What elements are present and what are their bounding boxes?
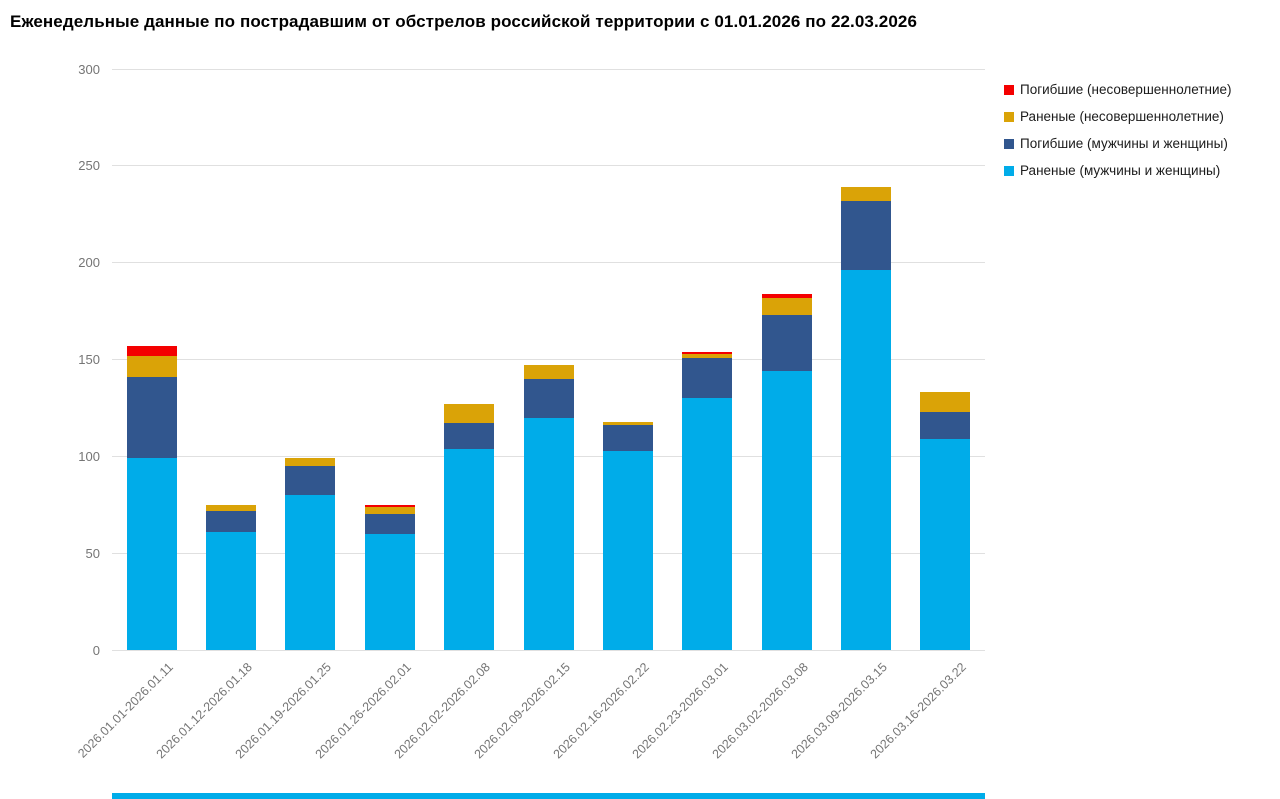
bar-segment-series0-week4[interactable] [444,449,494,650]
bar-segment-series1-week10[interactable] [920,412,970,439]
bar-stack-2026.02.23-2026.03.01[interactable] [682,352,732,650]
bar-segment-series3-week0[interactable] [127,346,177,356]
legend-swatch-icon [1004,139,1014,149]
legend-item-series3[interactable] [1004,80,1232,99]
bar-segment-series2-week4[interactable] [444,404,494,423]
bar-segment-series2-week10[interactable] [920,392,970,411]
bar-segment-series1-week5[interactable] [524,379,574,418]
bar-segment-series0-week8[interactable] [762,371,812,650]
y-tick-label: 50 [85,545,100,561]
x-tick-label: 2026.01.12-2026.01.18 [153,660,255,762]
x-tick-label: 2026.02.16-2026.02.22 [550,660,652,762]
bar-segment-series1-week1[interactable] [206,511,256,532]
x-tick-label: 2026.03.02-2026.03.08 [709,660,811,762]
gridline-y250 [112,165,985,166]
x-tick-label: 2026.03.09-2026.03.15 [788,660,890,762]
legend-label: Раненые (несовершеннолетние) [1020,109,1224,124]
bar-segment-series0-week9[interactable] [841,270,891,650]
y-tick-label: 150 [78,352,100,367]
y-tick-label: 250 [78,158,100,174]
bottom-partial-bar [112,793,985,799]
bar-segment-series0-week3[interactable] [365,534,415,650]
bar-stack-2026.03.09-2026.03.15[interactable] [841,187,891,650]
bar-stack-2026.02.16-2026.02.22[interactable] [603,422,653,651]
bar-segment-series0-week6[interactable] [603,451,653,650]
legend-swatch-icon [1004,112,1014,122]
gridline-y300 [112,69,985,70]
legend-label: Погибшие (несовершеннолетние) [1020,82,1232,97]
bar-stack-2026.01.01-2026.01.11[interactable] [127,346,177,650]
legend-swatch-icon [1004,85,1014,95]
bar-segment-series0-week7[interactable] [682,398,732,650]
bar-segment-series1-week7[interactable] [682,358,732,399]
bar-segment-series1-week9[interactable] [841,201,891,271]
bar-segment-series2-week5[interactable] [524,365,574,379]
bar-segment-series0-week0[interactable] [127,458,177,650]
x-tick-label: 2026.02.23-2026.03.01 [629,660,732,762]
bar-segment-series1-week4[interactable] [444,423,494,448]
legend-item-series2[interactable] [1004,107,1232,126]
x-tick-label: 2026.02.02-2026.02.08 [391,660,494,762]
x-tick-label: 2026.02.09-2026.02.15 [471,660,573,762]
bar-segment-series1-week2[interactable] [285,466,335,495]
x-tick-label: 2026.01.19-2026.01.25 [232,660,335,762]
legend-item-series0[interactable] [1004,161,1232,180]
y-tick-label: 300 [78,61,100,77]
legend-item-series1[interactable] [1004,134,1232,153]
bar-stack-2026.01.26-2026.02.01[interactable] [365,505,415,650]
bar-segment-series2-week2[interactable] [285,458,335,466]
legend-label: Погибшие (мужчины и женщины) [1020,136,1228,151]
chart-title: Еженедельные данные по пострадавшим от обстрелов российской территории с 01.01.2026 по 22.03.2026 [10,12,918,31]
bar-stack-2026.03.02-2026.03.08[interactable] [762,294,812,650]
bar-segment-series1-week0[interactable] [127,377,177,458]
bar-segment-series2-week0[interactable] [127,356,177,377]
y-tick-label: 0 [92,642,100,658]
y-tick-label: 200 [78,255,100,271]
bar-segment-series2-week9[interactable] [841,187,891,201]
bar-segment-series2-week8[interactable] [762,298,812,315]
bar-segment-series0-week1[interactable] [206,532,256,650]
x-tick-label: 2026.01.01-2026.01.11 [74,660,176,761]
bar-stack-2026.03.16-2026.03.22[interactable] [920,392,970,650]
chart-legend [1004,80,1232,188]
bar-stack-2026.01.19-2026.01.25[interactable] [285,458,335,650]
bar-segment-series0-week5[interactable] [524,418,574,650]
x-tick-label: 2026.03.16-2026.03.22 [867,660,970,762]
legend-label: Раненые (мужчины и женщины) [1020,163,1221,178]
bar-stack-2026.02.09-2026.02.15[interactable] [524,365,574,650]
legend-swatch-icon [1004,166,1014,176]
plot-area [74,61,985,762]
bar-stack-2026.01.12-2026.01.18[interactable] [206,505,256,650]
bar-segment-series1-week3[interactable] [365,514,415,533]
y-tick-label: 100 [78,448,100,464]
bar-segment-series2-week3[interactable] [365,507,415,515]
bar-segment-series0-week2[interactable] [285,495,335,650]
bar-stack-2026.02.02-2026.02.08[interactable] [444,404,494,650]
bar-segment-series1-week8[interactable] [762,315,812,371]
bar-segment-series0-week10[interactable] [920,439,970,650]
x-tick-label: 2026.01.26-2026.02.01 [312,660,414,762]
bar-segment-series1-week6[interactable] [603,425,653,450]
